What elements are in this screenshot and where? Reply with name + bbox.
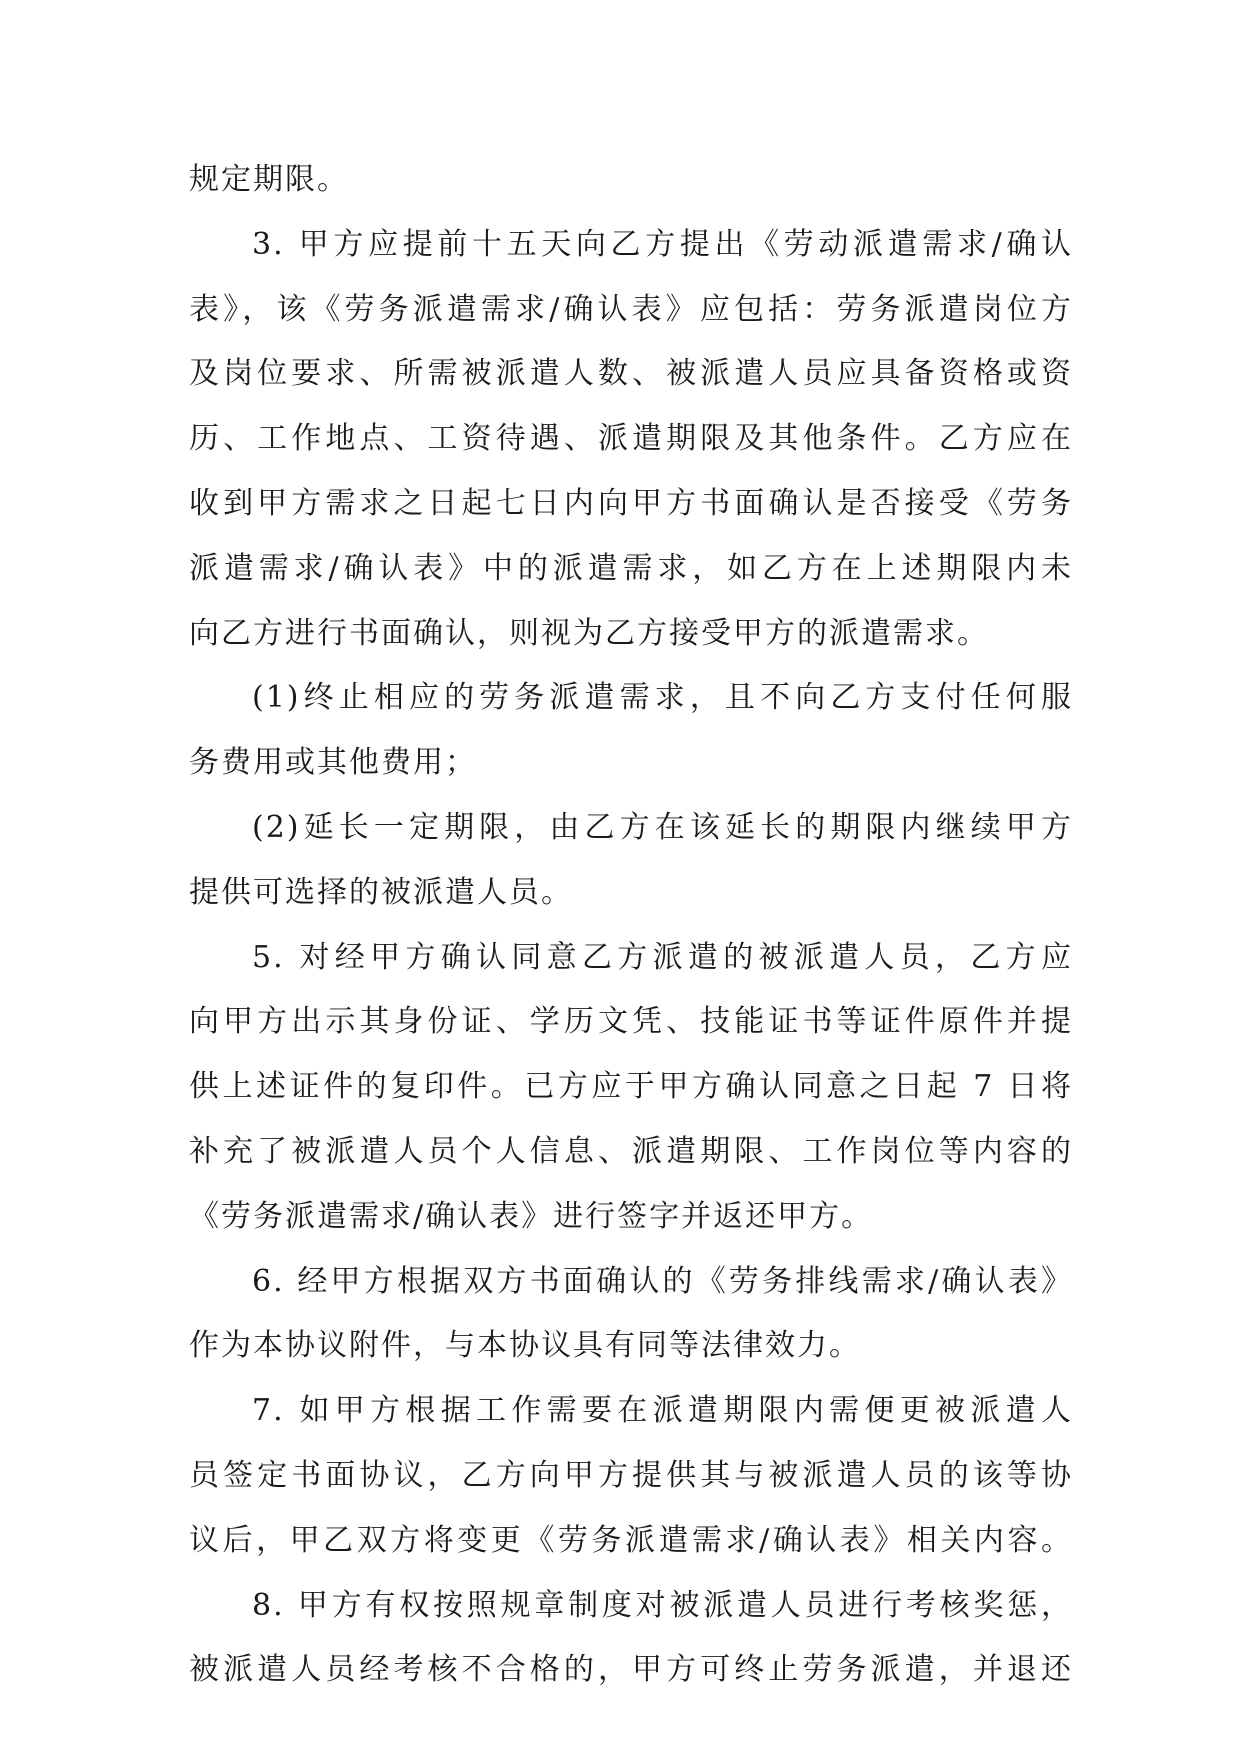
- text-line: 收到甲方需求之日起七日内向甲方书面确认是否接受《劳务: [189, 485, 1073, 521]
- text-line: 供上述证件的复印件。已方应于甲方确认同意之日起 7 日将: [189, 1069, 1073, 1105]
- text-line: (2)延长一定期限，由乙方在该延长的期限内继续甲方: [252, 809, 1073, 845]
- text-line: 《劳务派遣需求/确认表》进行签字并返还甲方。: [189, 1198, 874, 1234]
- text-line: 6. 经甲方根据双方书面确认的《劳务排线需求/确认表》: [252, 1263, 1073, 1299]
- text-line: (1)终止相应的劳务派遣需求，且不向乙方支付任何服: [252, 680, 1073, 716]
- document-body: [189, 148, 1073, 1703]
- text-line: 作为本协议附件，与本协议具有同等法律效力。: [189, 1328, 861, 1364]
- text-line: 向乙方进行书面确认，则视为乙方接受甲方的派遣需求。: [189, 615, 989, 651]
- text-line: 提供可选择的被派遣人员。: [189, 874, 573, 910]
- text-line: 务费用或其他费用；: [189, 745, 477, 781]
- text-line: 规定期限。: [189, 162, 349, 197]
- text-line: 8. 甲方有权按照规章制度对被派遣人员进行考核奖惩，: [252, 1587, 1073, 1623]
- text-line: 及岗位要求、所需被派遣人数、被派遣人员应具备资格或资: [189, 356, 1073, 392]
- text-line: 议后，甲乙双方将变更《劳务派遣需求/确认表》相关内容。: [189, 1522, 1073, 1558]
- text-line: 表》，该《劳务派遣需求/确认表》应包括：劳务派遣岗位方: [189, 291, 1073, 327]
- text-line: 3. 甲方应提前十五天向乙方提出《劳动派遣需求/确认: [252, 226, 1073, 262]
- text-line: 员签定书面协议，乙方向甲方提供其与被派遣人员的该等协: [189, 1457, 1073, 1493]
- text-line: 补充了被派遣人员个人信息、派遣期限、工作岗位等内容的: [189, 1133, 1073, 1169]
- text-line: 5. 对经甲方确认同意乙方派遣的被派遣人员，乙方应: [252, 939, 1073, 975]
- text-line: 历、工作地点、工资待遇、派遣期限及其他条件。乙方应在: [189, 421, 1073, 457]
- text-line: 向甲方出示其身份证、学历文凭、技能证书等证件原件并提: [189, 1004, 1073, 1040]
- text-line: 派遣需求/确认表》中的派遣需求，如乙方在上述期限内未: [189, 550, 1073, 586]
- text-line: 被派遣人员经考核不合格的，甲方可终止劳务派遣，并退还: [189, 1652, 1073, 1688]
- text-line: 7. 如甲方根据工作需要在派遣期限内需便更被派遣人: [252, 1393, 1073, 1429]
